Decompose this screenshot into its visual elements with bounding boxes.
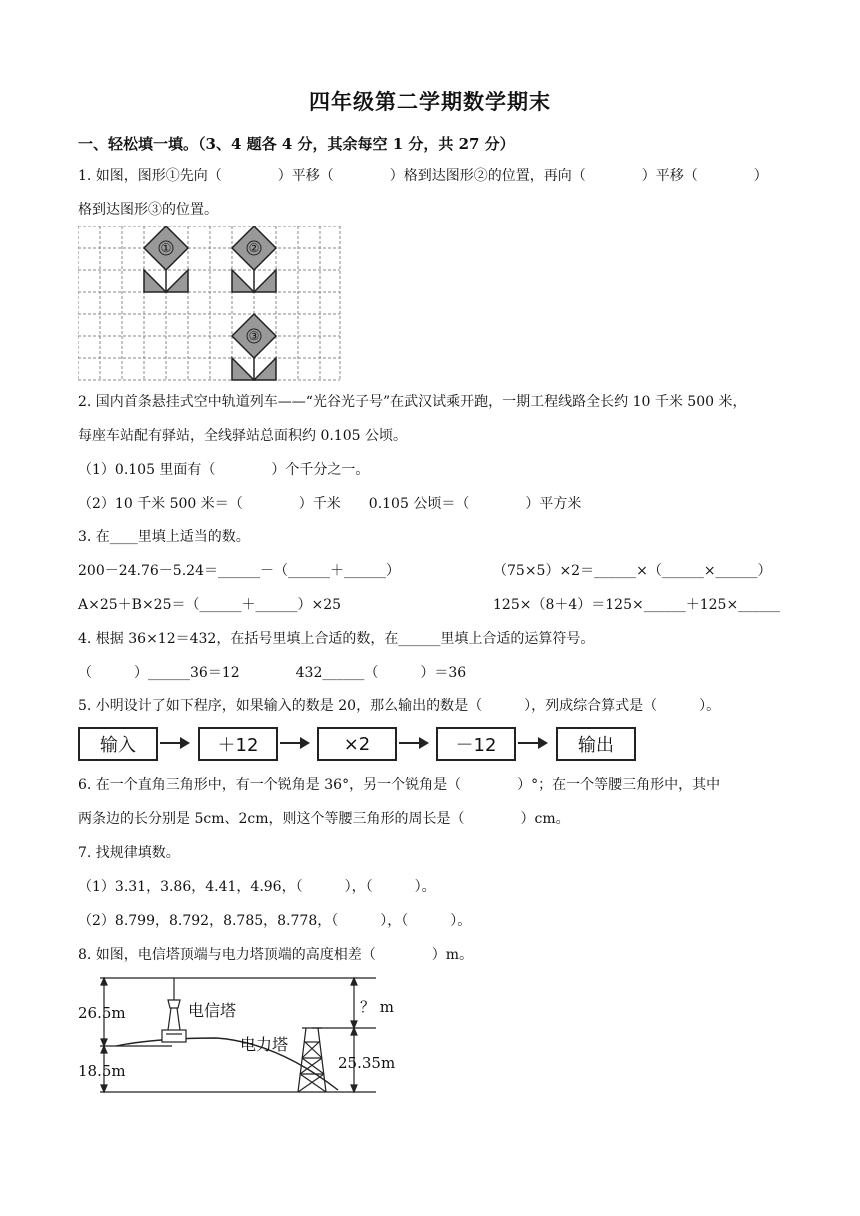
q2-sub2: （2）10 千米 500 米＝（ ）千米 0.105 公顷＝（ ）平方米: [78, 496, 582, 512]
q2-sub1: （1）0.105 里面有（ ）个千分之一。: [78, 462, 370, 478]
arrow-icon: [280, 742, 308, 744]
label-1: ①: [160, 241, 172, 255]
tower-diagram: [76, 972, 406, 1098]
q7-sub1: （1）3.31，3.86，4.41，4.96，（ ），（ ）。: [78, 879, 436, 895]
question-label: ？ m: [360, 998, 394, 1016]
flower-shape-3: [232, 314, 276, 380]
arrow-icon: [160, 742, 188, 744]
q5-text: 5. 小明设计了如下程序，如果输入的数是 20，那么输出的数是（ ），列成综合算式是（ ）。: [78, 698, 721, 714]
add-12-box: ＋12: [198, 727, 278, 761]
telecom-tower-icon: [162, 978, 186, 1042]
height-label-18-5: 18.5m: [78, 1062, 126, 1080]
flower-shape-2: [232, 226, 276, 292]
height-label-25-35: 25.35m: [338, 1054, 396, 1072]
label-3: ③: [248, 329, 260, 343]
q3-row2-left: A×25＋B×25＝（______＋______）×25: [78, 597, 342, 613]
q7-text: 7. 找规律填数。: [78, 845, 180, 861]
arrow-icon: [399, 742, 427, 744]
q4-text-line1: 4. 根据 36×12＝432，在括号里填上合适的数，在______里填上合适的运算符号。: [78, 631, 595, 647]
q2-text-line2: 每座车站配有驿站，全线驿站总面积约 0.105 公顷。: [78, 428, 407, 444]
height-label-26-5: 26.5m: [78, 1004, 126, 1022]
q6-text-line2: 两条边的长分别是 5cm、2cm，则这个等腰三角形的周长是（ ）cm。: [78, 811, 570, 827]
q3-row1-right: （75×5）×2＝______×（______×______）: [493, 563, 772, 579]
telecom-tower-label: 电信塔: [188, 1001, 237, 1020]
times-2-box: ×2: [317, 727, 397, 761]
arrow-icon: [518, 742, 546, 744]
power-tower-label: 电力塔: [240, 1035, 289, 1054]
minus-12-box: －12: [436, 727, 516, 761]
output-box: 输出: [556, 727, 636, 761]
program-flow: [78, 727, 638, 761]
label-2: ②: [248, 241, 260, 255]
flower-shape-1: [144, 226, 188, 292]
q8-text: 8. 如图，电信塔顶端与电力塔顶端的高度相差（ ）m。: [78, 947, 474, 963]
power-tower-icon: [298, 1028, 326, 1092]
section-heading: 一、轻松填一填。（3、4 题各 4 分，其余每空 1 分，共 27 分）: [78, 135, 515, 153]
q1-grid-figure: [78, 226, 341, 382]
q4-text-line2: （ ）______36＝12 432______（ ）＝36: [78, 665, 467, 681]
q7-sub2: （2）8.799，8.792，8.785，8.778，（ ），（ ）。: [78, 913, 472, 929]
page-title: 四年级第二学期数学期末: [309, 89, 551, 114]
q3-row1-left: 200－24.76－5.24＝______－（______＋______）: [78, 563, 400, 579]
q3-row2-right: 125×（8＋4）＝125×______＋125×______: [493, 597, 781, 613]
input-box: 输入: [78, 727, 158, 761]
q1-text-line2: 格到达图形③的位置。: [78, 202, 218, 218]
q1-text-line1: 1. 如图，图形①先向（ ）平移（ ）格到达图形②的位置，再向（ ）平移（ ）: [78, 168, 768, 184]
q2-text-line1: 2. 国内首条悬挂式空中轨道列车——“光谷光子号”在武汉试乘开跑，一期工程线路全长约 10 千米 500 米，: [78, 394, 747, 410]
q6-text-line1: 6. 在一个直角三角形中，有一个锐角是 36°，另一个锐角是（ ）°；在一个等腰三角形中，其中: [78, 777, 721, 793]
q3-text: 3. 在____里填上适当的数。: [78, 529, 250, 545]
